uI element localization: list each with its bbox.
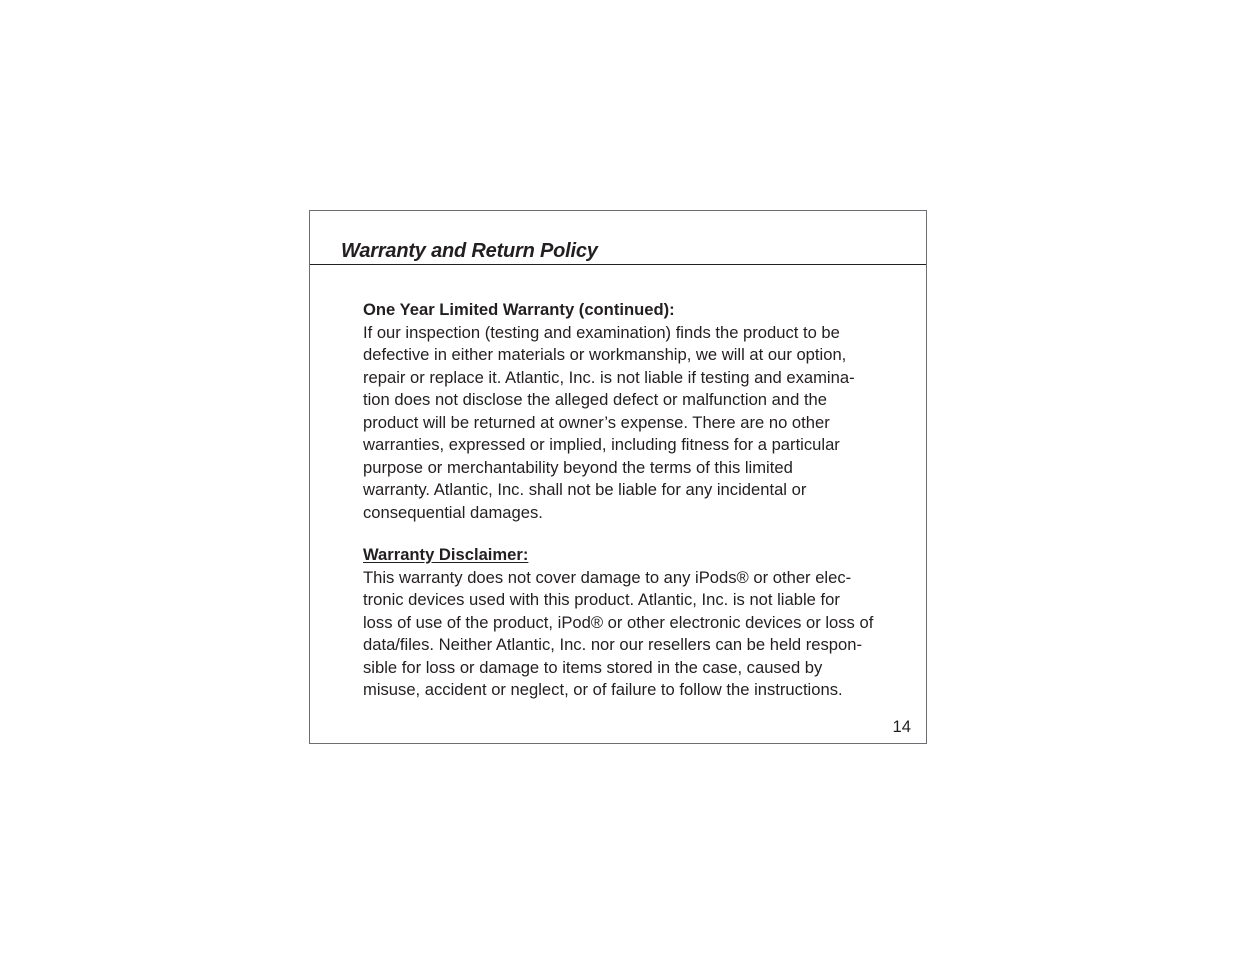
section-body (363, 322, 913, 525)
document-page (309, 210, 927, 744)
body-line: product will be returned at owner’s expense. There are no other (363, 412, 830, 432)
body-line: repair or replace it. Atlantic, Inc. is not liable if testing and examina- (363, 367, 855, 387)
body-line: data/files. Neither Atlantic, Inc. nor our resellers can be held respon- (363, 635, 862, 654)
body-line: purpose or merchantability beyond the terms of this limited (363, 457, 793, 477)
body-line: tion does not disclose the alleged defect or malfunction and the (363, 390, 828, 409)
section-heading: One Year Limited Warranty (continued): (363, 300, 675, 319)
section-spacer (363, 524, 913, 544)
page-title: Warranty and Return Policy (341, 240, 598, 262)
body-line: This warranty does not cover damage to any iPods® or other elec- (363, 567, 852, 587)
body-line: misuse, accident or neglect, or of failure to follow the instructions. (363, 680, 843, 699)
body-line: If our inspection (testing and examination) finds the product to be (363, 322, 840, 342)
page-number: 14 (892, 717, 911, 736)
body-line: loss of use of the product, iPod® or other electronic devices or loss of (363, 612, 874, 632)
body-line: consequential damages. (363, 502, 543, 522)
warranty-continued-section (363, 299, 913, 524)
section-heading: Warranty Disclaimer: (363, 545, 529, 564)
page-content (363, 299, 913, 702)
body-line: warranty. Atlantic, Inc. shall not be liable for any incidental or (363, 480, 807, 499)
header-divider (310, 264, 926, 265)
warranty-disclaimer-section (363, 544, 913, 702)
body-line: sible for loss or damage to items stored in the case, caused by (363, 657, 823, 677)
section-body (363, 567, 913, 702)
body-line: warranties, expressed or implied, including fitness for a particular (363, 435, 840, 454)
body-line: tronic devices used with this product. Atlantic, Inc. is not liable for (363, 590, 840, 609)
body-line: defective in either materials or workmanship, we will at our option, (363, 345, 847, 364)
